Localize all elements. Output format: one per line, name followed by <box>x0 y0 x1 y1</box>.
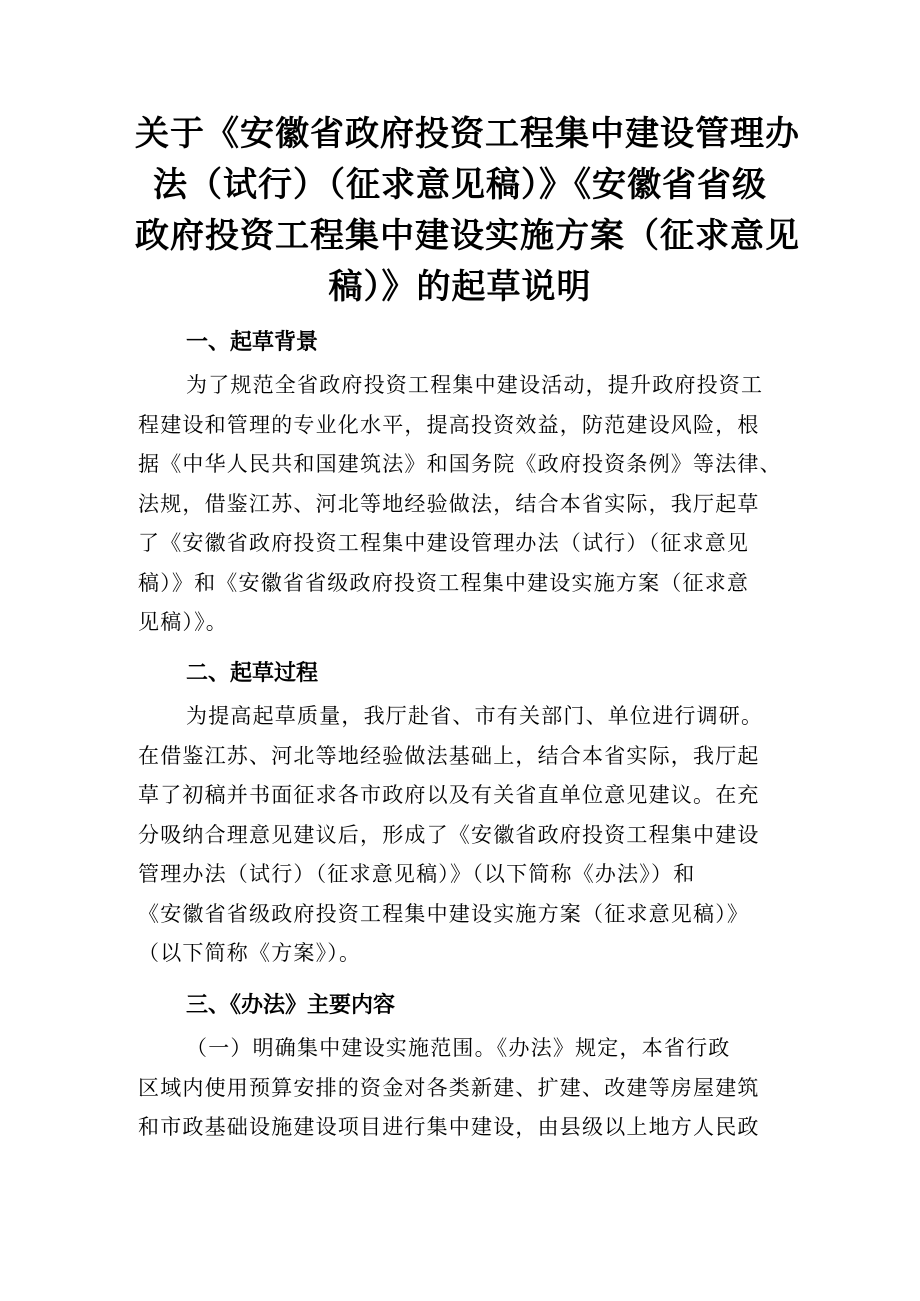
paragraph-line: 分吸纳合理意见建议后，形成了《安徽省政府投资工程集中建设 <box>138 822 760 847</box>
paragraph-line: 《安徽省省级政府投资工程集中建设实施方案（征求意见稿）》 <box>138 901 750 926</box>
section-paragraph-main-content <box>138 1029 798 1148</box>
title-line: 关于《安徽省政府投资工程集中建设管理办 <box>135 114 800 154</box>
paragraph-line: 见稿）》。 <box>138 610 228 634</box>
title-line: 稿）》的起草说明 <box>328 267 592 307</box>
paragraph-line: 在借鉴江苏、河北等地经验做法基础上，结合本省实际，我厅起 <box>138 743 760 768</box>
paragraph-line: 和市政基础设施建设项目进行集中建设，由县级以上地方人民政 <box>138 1115 760 1139</box>
section-heading-process: 二、起草过程 <box>186 661 319 686</box>
paragraph-line: 了《安徽省政府投资工程集中建设管理办法（试行）（征求意见 <box>138 531 750 555</box>
section-paragraph-process <box>138 697 798 974</box>
section-paragraph-background <box>138 366 798 643</box>
paragraph-line: 法规，借鉴江苏、河北等地经验做法，结合本省实际，我厅起草 <box>138 491 760 516</box>
paragraph-line: 管理办法（试行）（征求意见稿）》（以下简称《办法》）和 <box>138 862 696 886</box>
title-line: 政府投资工程集中建设实施方案（征求意见 <box>135 216 800 256</box>
section-heading-background: 一、起草背景 <box>186 330 319 355</box>
paragraph-line: 稿）》和《安徽省省级政府投资工程集中建设实施方案（征求意 <box>138 570 750 595</box>
title-line: 法（试行）（征求意见稿）》《安徽省省级 <box>153 165 767 205</box>
paragraph-line: 为了规范全省政府投资工程集中建设活动，提升政府投资工 <box>186 373 764 397</box>
paragraph-line: 草了初稿并书面征求各市政府以及有关省直单位意见建议。在充 <box>138 783 760 807</box>
paragraph-line: 区域内使用预算安排的资金对各类新建、扩建、改建等房屋建筑 <box>138 1075 760 1100</box>
paragraph-line: （一）明确集中建设实施范围。《办法》规定，本省行政 <box>186 1036 731 1060</box>
paragraph-line: 为提高起草质量，我厅赴省、市有关部门、单位进行调研。 <box>186 704 764 728</box>
paragraph-line: 据《中华人民共和国建筑法》和国务院《政府投资条例》等法律、 <box>138 452 782 476</box>
section-heading-main-content: 三、《办法》主要内容 <box>186 993 396 1018</box>
paragraph-line: 程建设和管理的专业化水平，提高投资效益，防范建设风险，根 <box>138 412 760 437</box>
paragraph-line: （以下简称《方案》）。 <box>138 941 362 965</box>
document-title <box>135 109 800 313</box>
